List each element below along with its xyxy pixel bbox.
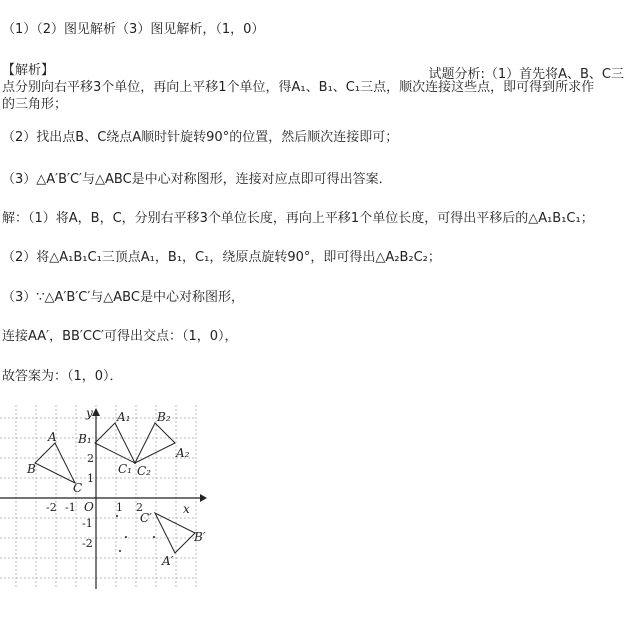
tick-y-2: 2 (87, 452, 94, 465)
point-marker (119, 550, 121, 552)
tick-x-1: 1 (116, 501, 123, 514)
analysis-intro: 试题分析:（1）首先将A、B、C三 (428, 67, 624, 82)
tick-x-2: 2 (136, 501, 143, 514)
point-marker (125, 536, 127, 538)
analysis-tag: 【解析】 (2, 63, 55, 78)
analysis-step1-cont: 的三角形； (2, 97, 68, 112)
analysis-step1: 点分别向右平移3个单位，再向上平移1个单位，得A₁、B₁、C₁三点，顺次连接这些点，即可得到所求作 (2, 80, 595, 95)
solution-step3: （3）∵△A′B′C′与△ABC是中心对称图形， (2, 290, 244, 305)
tick-x-minus2: -2 (46, 501, 57, 514)
point-marker (116, 515, 118, 517)
triangle-a2b2c2 (135, 423, 175, 463)
analysis-step3: （3）△A′B′C′与△ABC是中心对称图形，连接对应点即可得出答案． (2, 172, 392, 187)
label-b: B (27, 462, 36, 476)
triangle-a1b1c1 (95, 423, 135, 463)
triangle-abc (35, 443, 75, 483)
x-axis-arrow (200, 494, 207, 502)
point-marker (153, 536, 155, 538)
origin-label: O (84, 500, 94, 514)
label-a: A (48, 430, 57, 444)
triangle-apbpcp (155, 513, 195, 553)
solution-intersection: 连接AA′，BB′CC′可得出交点：（1，0）， (2, 329, 238, 344)
label-b2: B₂ (157, 410, 171, 424)
label-a-prime: A′ (162, 554, 174, 568)
label-c-prime: C′ (140, 511, 152, 525)
solution-answer: 故答案为：（1，0）． (2, 369, 123, 384)
tick-x-minus1: -1 (65, 501, 76, 514)
analysis-step2: （2）找出点B、C绕点A顺时针旋转90°的位置，然后顺次连接即可； (2, 130, 399, 145)
y-axis-arrow (92, 408, 100, 416)
tick-y-1: 1 (87, 472, 94, 485)
solution-step2: （2）将△A₁B₁C₁三顶点A₁，B₁，C₁，绕原点旋转90°，即可得出△A₂B₂C₂； (2, 250, 441, 265)
label-b1: B₁ (78, 432, 92, 446)
answer-line: （1）（2）图见解析（3）图见解析，（1，0） (2, 22, 265, 37)
label-a1: A₁ (117, 410, 131, 424)
tick-y-minus1: -1 (82, 517, 93, 530)
label-c1: C₁ (118, 462, 132, 476)
tick-y-minus2: -2 (82, 537, 93, 550)
y-axis-label: y (86, 406, 93, 420)
label-c: C (73, 481, 83, 495)
coordinate-figure (0, 405, 212, 589)
solution-step1: 解：（1）将A，B，C，分别右平移3个单位长度，再向上平移1个单位长度，可得出平移后的△A₁B₁C₁； (2, 211, 594, 226)
label-b-prime: B′ (194, 530, 206, 544)
label-c2: C₂ (137, 464, 151, 478)
label-a2: A₂ (176, 446, 190, 460)
x-axis-label: x (183, 502, 190, 516)
